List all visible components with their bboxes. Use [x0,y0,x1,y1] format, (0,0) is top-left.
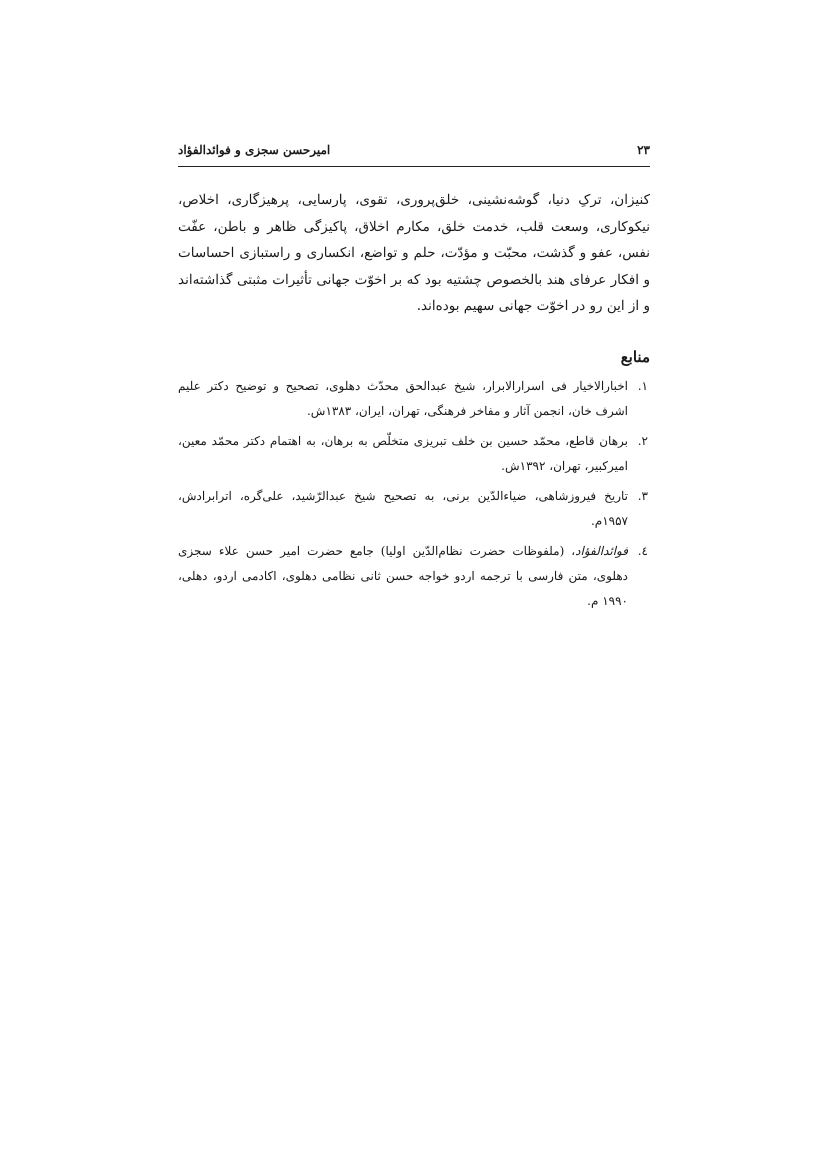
reference-item [178,484,650,534]
reference-number: ۲. [637,434,648,448]
reference-text [178,539,628,614]
reference-body: برهان قاطع، محمّد حسین بن خلف تبریزی متخلّص به برهان، به اهتمام دکتر محمّد معین، امیرکبیر، تهران، ۱۳۹۲ش. [178,434,628,473]
reference-italic-title: فوائدالفؤاد [575,544,628,558]
body-paragraph: کنیزان، ترکِ دنیا، گوشه‌نشینی، خلق‌پروری، تقوی، پارسایی، پرهیزگاری، اخلاص، نیکوکاری، وسعت قلب، خدمت خلق، مکارم اخلاق، پاکیزگی ظاهر و باطن، عفّت نفس، عفو و گذشت، محبّت و مؤدّت، حلم و تواضع، انکساری و راستبازی احساسات و افکار عرفای هند بالخصوص چشتیه بود که بر اخوّت جهانی تأثیرات مثبتی گذاشته‌اند و از این رو در اخوّت جهانی سهیم بوده‌اند. [178,192,650,314]
reference-number: ۱. [637,379,648,393]
running-title: امیرحسن سجزی و فوائدالفؤاد [178,143,331,157]
references-list [178,374,650,619]
reference-number: ۳. [637,489,648,503]
reference-item [178,539,650,614]
reference-item [178,374,650,424]
header-divider [178,166,650,167]
reference-text [178,374,628,424]
reference-text [178,484,628,534]
page-number: ۲۳ [637,143,650,157]
references-heading: منابع [620,348,650,366]
running-header [178,143,650,163]
reference-text [178,429,628,479]
reference-body: تاریخ فیروزشاهی، ضیاءالدّین برنی، به تصحیح شیخ عبدالرّشید، علی‌گره، اترابرادش، ۱۹۵۷م. [178,489,628,528]
reference-item [178,429,650,479]
reference-body: ، (ملفوظات حضرت نظام‌الدّین اولیا) جامع حضرت امیر حسن علاء سجزی دهلوی، متن فارسی با ترجمه اردو خواجه حسن ثانی نظامی دهلوی، اکادمی اردو، دهلی، ۱۹۹۰ م. [178,544,628,608]
reference-number: ٤. [637,544,648,558]
reference-body: اخبارالاخیار فی اسرارالابرار، شیخ عبدالحق محدّث دهلوی، تصحیح و توضیح دکتر علیم اشرف خان، انجمن آثار و مفاخر فرهنگی، تهران، ایران، ۱۳۸۳ش. [178,379,628,418]
